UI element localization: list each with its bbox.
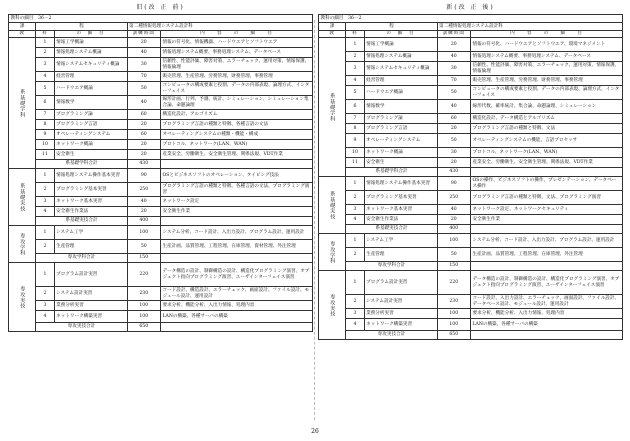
training-hours: 230	[437, 295, 470, 309]
row-number: 1	[346, 271, 364, 295]
category-cell	[9, 263, 36, 332]
table-row	[9, 301, 313, 311]
row-number: 1	[36, 169, 54, 183]
row-number: 11	[346, 158, 364, 168]
row-number: 2	[36, 183, 54, 197]
subject-detail: 産業安全、労働衛生、安全衛生管理、関係法規、VDT作業	[160, 150, 312, 160]
training-hours: 40	[437, 205, 470, 215]
category-label: 専攻実技	[329, 293, 336, 317]
category-cell	[9, 169, 36, 226]
page-number: 26	[311, 428, 319, 435]
subject-name: プログラミング言語	[364, 124, 437, 134]
row-number: 9	[36, 130, 54, 140]
subject-detail: 構造化設計、データ構造とアルゴリズム	[470, 114, 622, 124]
row-number: 2	[346, 52, 364, 62]
training-hours: 100	[437, 319, 470, 331]
subtotal-label: 系基礎学科合計	[346, 168, 437, 177]
training-hours: 20	[437, 124, 470, 134]
meta-program-name: 第二種情報処理システム設計科	[437, 23, 622, 31]
row-number: 1	[346, 38, 364, 52]
training-hours: 50	[437, 86, 470, 100]
table-row	[319, 215, 623, 225]
table-row	[9, 110, 313, 120]
subject-detail: 要求分析、機能分析、入出力情報、処理内容	[470, 309, 622, 319]
page-heading: 新(改 正 後)	[446, 4, 495, 11]
subject-name: ネットワーク基本実習	[364, 205, 437, 215]
category-cell	[319, 271, 346, 340]
header-kyoka: 教	[9, 31, 36, 38]
subject-name: プログラミング基本実習	[54, 183, 127, 197]
table-row	[9, 240, 313, 254]
training-hours: 220	[127, 263, 160, 287]
subject-name: 情報処理システム操作基本実習	[364, 177, 437, 191]
subject-detail: 構造化設計、アルゴリズム	[160, 110, 312, 120]
header-ka: 科	[36, 31, 54, 38]
training-hours: 40	[127, 96, 160, 110]
subject-name: システム工学	[54, 226, 127, 240]
meta-course-label-b: 程	[346, 23, 437, 31]
table-row	[319, 148, 623, 158]
row-number: 3	[346, 309, 364, 319]
subtotal-row	[319, 168, 623, 177]
training-hours: 20	[437, 158, 470, 168]
training-hours: 40	[127, 48, 160, 58]
row-number: 7	[346, 114, 364, 124]
row-number: 3	[36, 58, 54, 72]
training-hours: 40	[127, 197, 160, 207]
subtotal-blank	[470, 262, 622, 271]
subtotal-row	[9, 160, 313, 169]
subtotal-row	[319, 331, 623, 340]
row-number: 4	[346, 215, 364, 225]
category-cell	[9, 226, 36, 263]
subject-detail: データ構造の設計、制御構造の設計、構造化プログラミング演習、オブジェクト指向プログラミング演習、ユーザインターフェイス演習	[470, 271, 622, 295]
subject-detail: LANの構築、各種サーバの構築	[160, 311, 312, 323]
row-number: 10	[36, 140, 54, 150]
subtotal-hours: 400	[127, 217, 160, 226]
training-hours: 230	[127, 287, 160, 301]
subject-name: 業務分析実習	[364, 309, 437, 319]
table-row	[9, 197, 313, 207]
table-meta-title: 教科の細目 36－2	[9, 15, 313, 23]
subject-name: ネットワーク基本実習	[54, 197, 127, 207]
table-row	[319, 158, 623, 168]
row-number: 5	[36, 82, 54, 96]
row-number: 8	[346, 124, 364, 134]
training-hours: 50	[437, 134, 470, 148]
subject-name: オペレーティングシステム	[54, 130, 127, 140]
subject-detail: 安全衛生作業	[160, 207, 312, 217]
training-hours: 20	[127, 140, 160, 150]
table-row	[9, 38, 313, 48]
subject-detail: ネットワーク設定、ネットワークセキュリティ	[470, 205, 622, 215]
subject-name: プログラミング基本実習	[364, 191, 437, 205]
subject-detail: プロトコル、ネットワーク(LAN、WAN)	[160, 140, 312, 150]
subject-name: 業務分析実習	[54, 301, 127, 311]
subject-name: システム設計実習	[54, 287, 127, 301]
subject-detail: 情報処理システム概要、事務処理システム、データベース	[160, 48, 312, 58]
subject-name: ハードウエア概論	[364, 86, 437, 100]
meta-program-name: 第二種情報処理システム設計科	[127, 23, 312, 31]
category-cell	[319, 38, 346, 177]
curriculum-table	[8, 14, 313, 332]
table-row	[319, 134, 623, 148]
row-number: 3	[36, 301, 54, 311]
table-row	[319, 114, 623, 124]
table-row	[319, 248, 623, 262]
table-row	[319, 309, 623, 319]
subject-detail: プログラミング言語の種類と特徴、文法、プログラミング演習	[470, 191, 622, 205]
training-hours: 40	[437, 52, 470, 62]
subject-name: プログラミング論	[54, 110, 127, 120]
table-row	[319, 205, 623, 215]
subject-detail: 産業安全、労働衛生、安全衛生管理、関係法規、VDT作業	[470, 158, 622, 168]
subject-name: 経営管理	[364, 76, 437, 86]
subject-name: 安全衛生	[54, 150, 127, 160]
subject-name: 情報工学概論	[54, 38, 127, 48]
training-hours: 70	[127, 72, 160, 82]
subtotal-label: 専攻実技合計	[36, 323, 127, 332]
row-number: 4	[346, 319, 364, 331]
subtotal-label: 専攻学科合計	[346, 262, 437, 271]
subject-detail: 情報の符号化、ハードウエアとソフトウエア、環境マネジメント	[470, 38, 622, 52]
table-row	[319, 38, 623, 52]
subject-detail: OSの操作、ビジネスソフトの操作、プレゼンテーション、データベース操作	[470, 177, 622, 191]
subject-detail: 安全衛生作業	[470, 215, 622, 225]
table-row	[9, 207, 313, 217]
training-hours: 100	[127, 301, 160, 311]
subject-name: 情報数学	[54, 96, 127, 110]
table-meta-title: 教科の細目 36－2	[319, 15, 623, 23]
table-row	[319, 86, 623, 100]
row-number: 2	[346, 248, 364, 262]
training-hours: 50	[437, 248, 470, 262]
subject-name: 安全衛生作業法	[364, 215, 437, 225]
page-after-revision	[318, 0, 623, 340]
header-detail: 内 容 の 細 目	[160, 31, 312, 38]
table-row	[319, 177, 623, 191]
subtotal-hours: 150	[437, 262, 470, 271]
subtotal-blank	[470, 168, 622, 177]
subject-detail: 要求分析、機能分析、入出力情報、処理内容	[160, 301, 312, 311]
subject-name: 情報処理システム操作基本実習	[54, 169, 127, 183]
subtotal-label: 専攻学科合計	[36, 254, 127, 263]
row-number: 9	[346, 134, 364, 148]
subject-name: 情報システムセキュリティ概論	[54, 58, 127, 72]
subtotal-hours: 650	[437, 331, 470, 340]
row-number: 2	[346, 191, 364, 205]
subject-detail: システム分析、コード設計、入出力設計、プログラム設計、運用設計	[160, 226, 312, 240]
training-hours: 60	[437, 114, 470, 124]
subject-detail: 線形代数、確率統計、集合論、命題論理、シミュレーション	[470, 100, 622, 114]
subject-name: ネットワーク構築実習	[364, 319, 437, 331]
category-label: 専攻実技	[19, 285, 26, 309]
row-number: 4	[36, 72, 54, 82]
subject-name: システム設計実習	[364, 295, 437, 309]
subject-detail: 情報処理システム概要、事務処理システム、データベース	[470, 52, 622, 62]
table-row	[319, 234, 623, 248]
subtotal-label: 専攻実技合計	[346, 331, 437, 340]
training-hours: 250	[127, 183, 160, 197]
row-number: 1	[36, 38, 54, 48]
subject-detail: プログラミング言語の種類と特徴、文法	[470, 124, 622, 134]
subject-detail: コンピュータの構成要素と役割、データの内部表現、論理方式、インターフェイス	[160, 82, 312, 96]
training-hours: 90	[127, 169, 160, 183]
subject-name: ネットワーク構築実習	[54, 311, 127, 323]
row-number: 2	[36, 240, 54, 254]
table-row	[9, 140, 313, 150]
table-row	[9, 183, 313, 197]
subject-name: オペレーティングシステム	[364, 134, 437, 148]
subtotal-label: 系基礎実技合計	[36, 217, 127, 226]
header-hours: 訓練時間	[437, 31, 470, 38]
category-label: 系基礎学科	[19, 88, 26, 118]
category-cell	[9, 38, 36, 169]
training-hours: 30	[437, 62, 470, 76]
page-heading: 旧(改 正 前)	[136, 4, 185, 11]
subject-name: 情報処理システム概論	[364, 52, 437, 62]
subject-name: ネットワーク概論	[364, 148, 437, 158]
curriculum-table	[318, 14, 623, 340]
table-row	[9, 48, 313, 58]
subtotal-label: 系基礎実技合計	[346, 225, 437, 234]
subject-name: 生産管理	[54, 240, 127, 254]
table-row	[9, 72, 313, 82]
subject-name: プログラム設計実習	[364, 271, 437, 295]
training-hours: 30	[437, 148, 470, 158]
table-row	[9, 150, 313, 160]
subject-detail: ネットワーク設定	[160, 197, 312, 207]
subtotal-blank	[470, 225, 622, 234]
subject-name: 情報システムセキュリティ概論	[364, 62, 437, 76]
subject-name: 情報工学概論	[364, 38, 437, 52]
subject-detail: 信頼性、性能評価、障害対策、エラーチェック、運用対策、情報保護、情報倫理	[160, 58, 312, 72]
training-hours: 20	[127, 150, 160, 160]
row-number: 4	[346, 76, 364, 86]
table-row	[319, 52, 623, 62]
table-row	[319, 124, 623, 134]
training-hours: 60	[127, 110, 160, 120]
training-hours: 20	[127, 120, 160, 130]
subtotal-row	[319, 225, 623, 234]
row-number: 3	[346, 205, 364, 215]
subtotal-row	[9, 254, 313, 263]
subject-name: プログラム設計実習	[54, 263, 127, 287]
subtotal-hours: 430	[127, 160, 160, 169]
subject-detail: 信頼性、性能評価、障害対策、エラーチェック、運用対策、情報保護、情報倫理	[470, 62, 622, 76]
category-cell	[319, 177, 346, 234]
subject-detail: オペレーティングシステムの種類・機能・構成	[160, 130, 312, 140]
row-number: 3	[346, 62, 364, 76]
training-hours: 20	[437, 215, 470, 225]
row-number: 2	[36, 287, 54, 301]
category-label: 系基礎実技	[329, 190, 336, 220]
subject-name: 経営管理	[54, 72, 127, 82]
page-divider	[314, 20, 315, 420]
row-number: 7	[36, 110, 54, 120]
subject-name: システム工学	[364, 234, 437, 248]
subtotal-row	[319, 262, 623, 271]
row-number: 4	[36, 207, 54, 217]
subtotal-label: 系基礎学科合計	[36, 160, 127, 169]
subject-detail: プログラミング言語の種類と特徴、各種言語の文法	[160, 120, 312, 130]
table-row	[9, 226, 313, 240]
training-hours: 100	[437, 234, 470, 248]
subject-detail: システム分析、コード設計、入出力設計、プログラム設計、運用設計	[470, 234, 622, 248]
header-ka: 科	[346, 31, 364, 38]
table-row	[319, 271, 623, 295]
table-row	[9, 120, 313, 130]
subtotal-hours: 430	[437, 168, 470, 177]
training-hours: 70	[437, 76, 470, 86]
header-kyoka: 教	[319, 31, 346, 38]
training-hours: 30	[127, 58, 160, 72]
subject-name: 安全衛生作業法	[54, 207, 127, 217]
subject-detail: コード設計、構造設計、エラーチェック、画面設計、ファイル設計、モジュール設計、運用設計	[160, 287, 312, 301]
table-row	[9, 82, 313, 96]
subject-name: 情報処理システム概論	[54, 48, 127, 58]
subject-detail: 販売管理、生産管理、労務管理、財務管理、事務管理	[470, 76, 622, 86]
row-number: 2	[36, 48, 54, 58]
subject-detail: 線形計画、行列、予測、統計、シミュレーション、シミュレーション集合論、命題論理	[160, 96, 312, 110]
subject-detail: プログラミング言語の種類と特徴、各種言語の文法、プログラミング演習	[160, 183, 312, 197]
table-row	[319, 191, 623, 205]
row-number: 2	[346, 295, 364, 309]
table-row	[9, 169, 313, 183]
training-hours: 50	[127, 240, 160, 254]
subject-detail: OSとビジネスソフトのオペレーション、タイピング技法	[160, 169, 312, 183]
subject-name: 安全衛生	[364, 158, 437, 168]
subtotal-hours: 150	[127, 254, 160, 263]
training-hours: 20	[127, 207, 160, 217]
training-hours: 250	[437, 191, 470, 205]
table-row	[319, 62, 623, 76]
subject-name: ネットワーク概論	[54, 140, 127, 150]
subtotal-blank	[470, 331, 622, 340]
category-label: 専攻学科	[329, 240, 336, 264]
subject-detail: 情報の符号化、情報機器、ハードウエアとソフトウエア	[160, 38, 312, 48]
row-number: 3	[36, 197, 54, 207]
subject-detail: コード設計、入出力設計、エラーチェック、画面設計、ファイル設計、データベース設計、モジュール設計、運用設計	[470, 295, 622, 309]
table-row	[9, 130, 313, 140]
table-row	[9, 58, 313, 72]
training-hours: 100	[437, 309, 470, 319]
table-row	[9, 311, 313, 323]
header-subject: の 細 目	[54, 31, 127, 38]
training-hours: 100	[127, 311, 160, 323]
row-number: 5	[346, 86, 364, 100]
subject-name: 情報数学	[364, 100, 437, 114]
table-row	[9, 263, 313, 287]
category-label: 系基礎学科	[329, 92, 336, 122]
header-detail: 内 容 の 細 目	[470, 31, 622, 38]
subject-detail: オペレーティングシステムの機能、言語プロセッサ	[470, 134, 622, 148]
subtotal-blank	[160, 323, 312, 332]
meta-course-label-a: 課	[9, 23, 36, 31]
meta-course-label-a: 課	[319, 23, 346, 31]
subtotal-row	[9, 323, 313, 332]
row-number: 1	[346, 177, 364, 191]
subject-name: プログラミング論	[364, 114, 437, 124]
subject-detail: 生産計画、品質管理、工程管理、在庫管理、外注管理	[470, 248, 622, 262]
category-label: 専攻学科	[19, 232, 26, 256]
page-before-revision	[8, 0, 313, 332]
row-number: 1	[36, 226, 54, 240]
training-hours: 220	[437, 271, 470, 295]
subject-name: 生産管理	[364, 248, 437, 262]
row-number: 1	[346, 234, 364, 248]
training-hours: 20	[437, 38, 470, 52]
table-row	[319, 295, 623, 309]
subtotal-blank	[160, 254, 312, 263]
table-row	[319, 319, 623, 331]
subject-detail: コンピュータの構成要素と役割、データの内部表現、論理方式、インターフェイス	[470, 86, 622, 100]
row-number: 11	[36, 150, 54, 160]
subtotal-row	[9, 217, 313, 226]
subject-detail: 販売管理、生産管理、労務管理、財務管理、事務管理	[160, 72, 312, 82]
subject-detail: プロトコル、ネットワーク(LAN、WAN)	[470, 148, 622, 158]
subject-detail: LANの構築、各種サーバの構築	[470, 319, 622, 331]
row-number: 6	[36, 96, 54, 110]
row-number: 1	[36, 263, 54, 287]
training-hours: 40	[437, 100, 470, 114]
subject-detail: 生産計画、品質管理、工程管理、在庫管理、資材管理、外注管理	[160, 240, 312, 254]
table-row	[9, 287, 313, 301]
table-row	[9, 96, 313, 110]
header-hours: 訓練時間	[127, 31, 160, 38]
training-hours: 100	[127, 226, 160, 240]
training-hours: 50	[127, 82, 160, 96]
subtotal-hours: 400	[437, 225, 470, 234]
row-number: 4	[36, 311, 54, 323]
row-number: 8	[36, 120, 54, 130]
training-hours: 60	[127, 130, 160, 140]
subject-name: ハードウエア概論	[54, 82, 127, 96]
training-hours: 90	[437, 177, 470, 191]
table-row	[319, 100, 623, 114]
training-hours: 20	[127, 38, 160, 48]
category-label: 系基礎実技	[19, 182, 26, 212]
subject-name: プログラミング言語	[54, 120, 127, 130]
table-row	[319, 76, 623, 86]
subtotal-hours: 650	[127, 323, 160, 332]
category-cell	[319, 234, 346, 271]
meta-course-label-b: 程	[36, 23, 127, 31]
subtotal-blank	[160, 217, 312, 226]
row-number: 10	[346, 148, 364, 158]
subtotal-blank	[160, 160, 312, 169]
row-number: 6	[346, 100, 364, 114]
subject-detail: データ構造の設計、制御構造の設計、構造化プログラミング演習、オブジェクト指向プログラミング演習、ユーザインターフェイス演習	[160, 263, 312, 287]
header-subject: の 細 目	[364, 31, 437, 38]
